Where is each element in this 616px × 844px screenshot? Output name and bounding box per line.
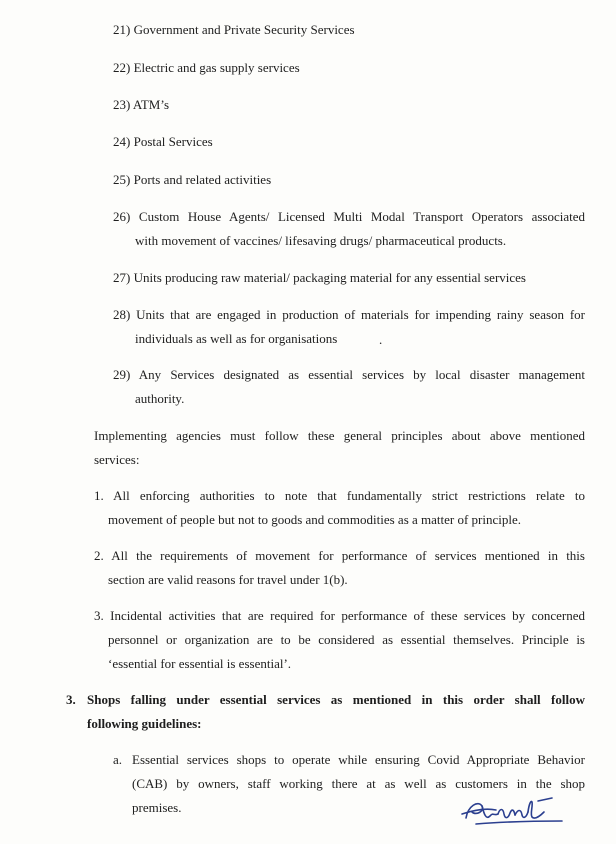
implementing-agencies-continuation: services: xyxy=(94,452,140,467)
list-item-text: Electric and gas supply services xyxy=(133,60,300,75)
list-item-28-continuation: individuals as well as for organisations xyxy=(135,331,338,346)
list-item-number: 22) xyxy=(113,60,131,75)
list-item-text: Units that are engaged in production of materials for impending rainy season for xyxy=(136,307,586,322)
principle-item-2 xyxy=(94,548,585,564)
list-item-number: 23) xyxy=(113,97,131,112)
guideline-item-a-continuation: (CAB) by owners, staff working there at as well as customers in the shop xyxy=(132,776,585,791)
implementing-agencies-paragraph: Implementing agencies must follow these general principles about above mentioned xyxy=(94,428,585,443)
principle-item-3 xyxy=(94,608,585,624)
guideline-item-a: Essential services shops to operate while ensuring Covid Appropriate Behavior xyxy=(132,752,585,767)
list-item-21 xyxy=(113,22,355,38)
signature-image xyxy=(458,792,578,832)
section-3-heading-continuation: following guidelines: xyxy=(87,716,202,731)
list-item-number: 29) xyxy=(113,367,131,382)
list-item-29-continuation: authority. xyxy=(135,391,185,406)
principle-item-1 xyxy=(94,488,585,504)
list-item-28 xyxy=(113,307,585,323)
section-3-number: 3. xyxy=(66,692,76,707)
stray-mark: . xyxy=(379,332,383,347)
list-item-24 xyxy=(113,134,213,150)
list-item-text: ATM’s xyxy=(132,97,170,112)
list-item-text: Units producing raw material/ packaging material for any essential services xyxy=(133,270,526,285)
principle-number: 2. xyxy=(94,548,104,563)
list-item-26-continuation: with movement of vaccines/ lifesaving drugs/ pharmaceutical products. xyxy=(135,233,507,248)
list-item-23 xyxy=(113,97,169,113)
list-item-text: Postal Services xyxy=(133,134,213,149)
list-item-29 xyxy=(113,367,585,383)
list-item-25 xyxy=(113,172,271,188)
list-item-27 xyxy=(113,270,526,286)
section-3-heading: Shops falling under essential services as mentioned in this order shall follow xyxy=(87,692,585,707)
guideline-label: a. xyxy=(113,752,123,767)
list-item-number: 25) xyxy=(113,172,131,187)
principle-number: 1. xyxy=(94,488,104,503)
principle-text: Incidental activities that are required for performance of these services by concerned xyxy=(110,608,586,623)
list-item-text: Government and Private Security Services xyxy=(133,22,355,37)
list-item-number: 21) xyxy=(113,22,131,37)
list-item-26 xyxy=(113,209,585,225)
principle-number: 3. xyxy=(94,608,104,623)
principle-item-3-continuation: personnel or organization are to be considered as essential themselves. Principle is xyxy=(108,632,585,647)
principle-text: All the requirements of movement for performance of services mentioned in this xyxy=(111,548,585,563)
principle-item-1-continuation: movement of people but not to goods and commodities as a matter of principle. xyxy=(108,512,522,527)
list-item-text: Ports and related activities xyxy=(133,172,272,187)
list-item-number: 28) xyxy=(113,307,131,322)
list-item-number: 24) xyxy=(113,134,131,149)
principle-item-2-continuation: section are valid reasons for travel under 1(b). xyxy=(108,572,348,587)
list-item-number: 26) xyxy=(113,209,131,224)
list-item-number: 27) xyxy=(113,270,131,285)
principle-text: All enforcing authorities to note that fundamentally strict restrictions relate to xyxy=(113,488,585,503)
list-item-text: Any Services designated as essential services by local disaster management xyxy=(138,367,585,382)
list-item-text: Custom House Agents/ Licensed Multi Modal Transport Operators associated xyxy=(138,209,586,224)
guideline-item-a-continuation-2: premises. xyxy=(132,800,182,815)
list-item-22 xyxy=(113,60,300,76)
principle-item-3-continuation-2: ‘essential for essential is essential’. xyxy=(108,656,292,671)
